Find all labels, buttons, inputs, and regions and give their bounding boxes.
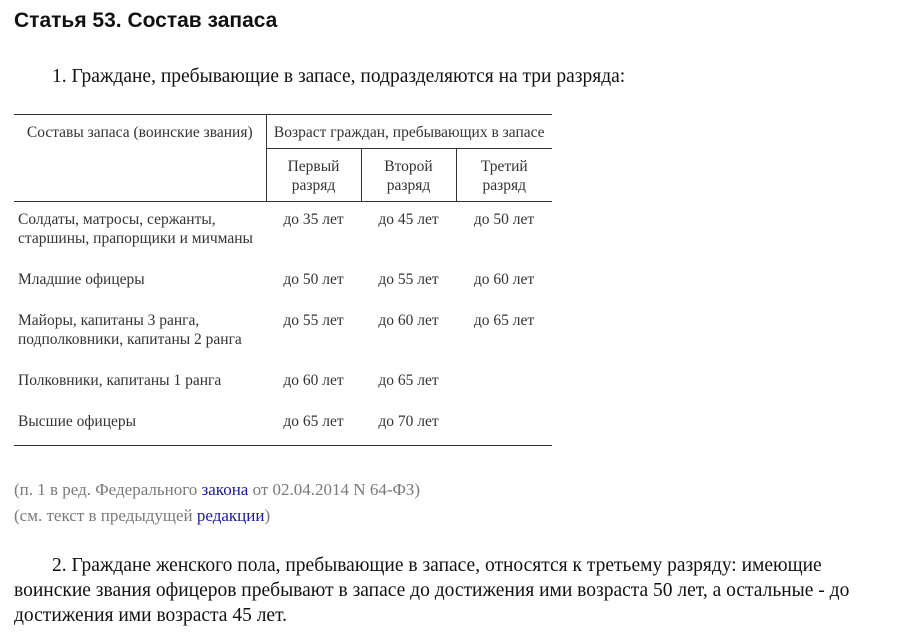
header-second-category: Второй разряд (361, 149, 456, 202)
paragraph-2: 2. Граждане женского пола, пребывающие в запасе, относятся к третьему разряду: имеющие воинские звания офицеров пребывают в запасе до достижения ими возраста 50 лет, а остальные - до достижения ими возраста 45 лет. (14, 555, 850, 626)
age-cell-second: до 60 лет (378, 312, 439, 329)
amendment-note-date: от 02.04.2014 N 64-ФЗ) (248, 480, 421, 499)
age-cell-second: до 70 лет (361, 404, 456, 446)
age-cell-third: до 50 лет (473, 211, 535, 228)
previous-edition-note (14, 505, 270, 527)
rank-cell: Майоры, капитаны 3 ранга, подполковники, капитаны 2 ранга (18, 312, 242, 348)
table-row (14, 363, 552, 404)
reserve-table-wrapper (14, 114, 552, 446)
age-cell-first: до 50 лет (283, 271, 344, 288)
table-row (14, 202, 552, 263)
rank-cell: Солдаты, матросы, сержанты, старшины, прапорщики и мичманы (18, 211, 253, 247)
age-cell-third (456, 404, 552, 446)
header-age-group: Возраст граждан, пребывающих в запасе (266, 115, 552, 149)
article-title: Статья 53. Состав запаса (14, 9, 278, 32)
table-row (14, 262, 552, 303)
edition-link[interactable]: редакции (196, 506, 265, 525)
age-cell-first: до 35 лет (283, 211, 344, 228)
age-cell-third: до 60 лет (473, 271, 535, 288)
age-cell-second: до 45 лет (378, 211, 439, 228)
amendment-note (14, 479, 420, 501)
paragraph-1: 1. Граждане, пребывающие в запасе, подразделяются на три разряда: (52, 66, 626, 87)
header-first-category: Первый разряд (266, 149, 361, 202)
age-cell-first: до 65 лет (266, 404, 361, 446)
age-cell-third (456, 363, 552, 404)
rank-cell: Высшие офицеры (14, 404, 266, 446)
header-third-category: Третий разряд (456, 149, 552, 202)
age-cell-first: до 60 лет (283, 372, 344, 389)
table-header-row (14, 115, 552, 149)
rank-cell: Полковники, капитаны 1 ранга (18, 372, 222, 389)
age-cell-third: до 65 лет (473, 312, 535, 329)
table-row (14, 303, 552, 363)
reserve-categories-table (14, 114, 552, 446)
age-cell-first: до 55 лет (283, 312, 344, 329)
rank-cell: Младшие офицеры (18, 271, 145, 288)
age-cell-second: до 55 лет (378, 271, 439, 288)
header-reserve-composition: Составы запаса (воинские звания) (14, 115, 266, 202)
previous-edition-text: (см. текст в предыдущей (14, 506, 197, 525)
age-cell-second: до 65 лет (378, 372, 439, 389)
law-link[interactable]: закона (201, 480, 249, 499)
table-row (14, 404, 552, 446)
amendment-note-text: (п. 1 в ред. Федерального (14, 480, 202, 499)
previous-edition-close: ) (264, 506, 271, 525)
